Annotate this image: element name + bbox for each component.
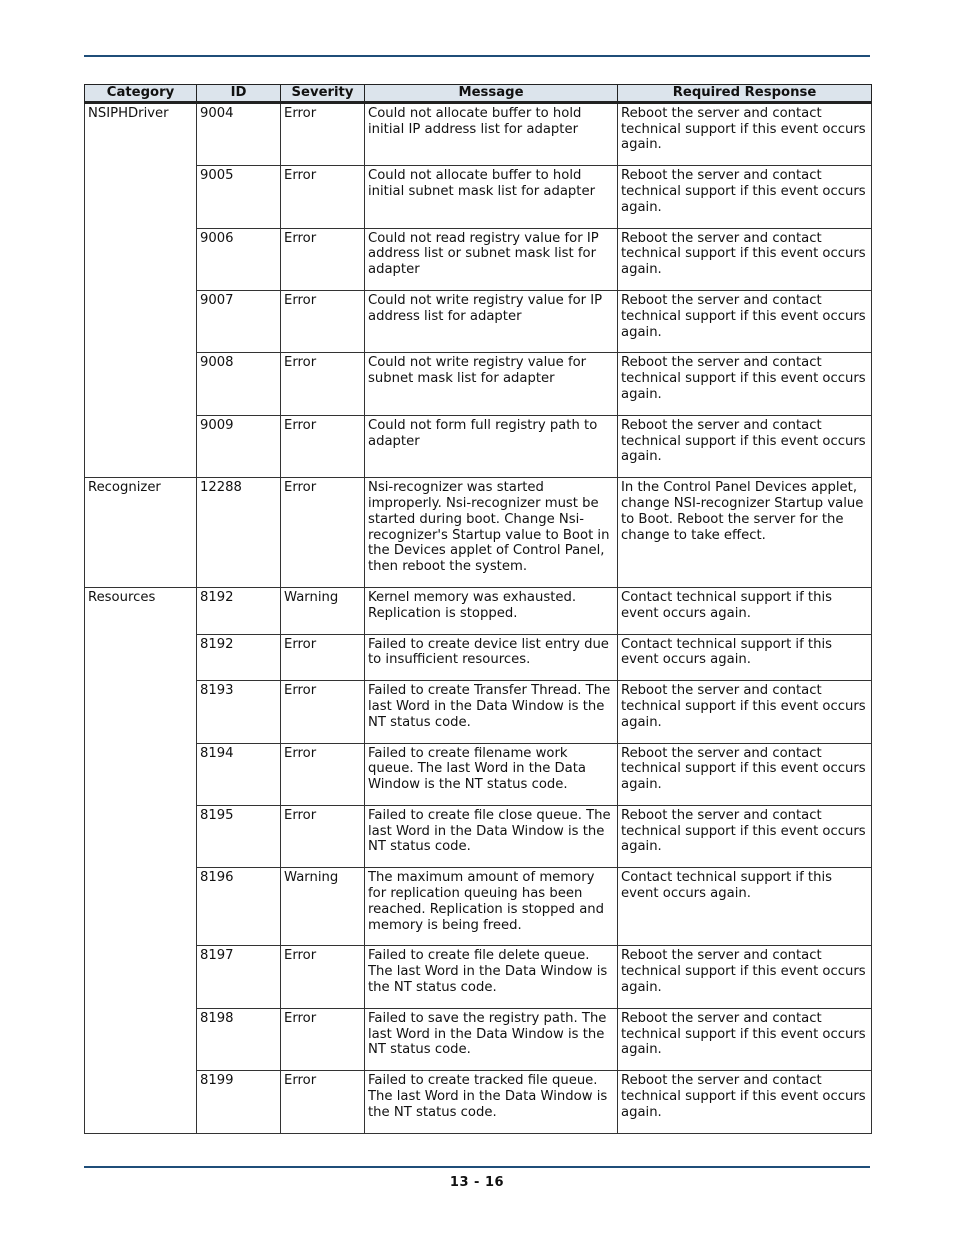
message-cell: Failed to create tracked file queue. The last Word in the Data Window is the NT status code. bbox=[365, 1071, 618, 1133]
category-cell bbox=[85, 805, 197, 867]
category-cell: Recognizer bbox=[85, 478, 197, 588]
table-row bbox=[85, 102, 872, 165]
id-cell: 8192 bbox=[197, 587, 281, 634]
footer-rule bbox=[84, 1166, 870, 1168]
table-row bbox=[85, 868, 872, 946]
severity-cell: Error bbox=[281, 743, 365, 805]
table-row bbox=[85, 587, 872, 634]
category-cell bbox=[85, 415, 197, 477]
id-cell: 8196 bbox=[197, 868, 281, 946]
severity-cell: Warning bbox=[281, 587, 365, 634]
category-cell bbox=[85, 1008, 197, 1070]
table-row bbox=[85, 1008, 872, 1070]
response-cell: Reboot the server and contact technical support if this event occurs again. bbox=[618, 1071, 872, 1133]
message-cell: Could not allocate buffer to hold initial subnet mask list for adapter bbox=[365, 166, 618, 228]
table-row bbox=[85, 681, 872, 743]
header-rule bbox=[84, 55, 870, 57]
response-cell: Reboot the server and contact technical support if this event occurs again. bbox=[618, 681, 872, 743]
response-cell: Reboot the server and contact technical support if this event occurs again. bbox=[618, 805, 872, 867]
category-cell bbox=[85, 353, 197, 415]
id-cell: 8199 bbox=[197, 1071, 281, 1133]
message-cell: Could not form full registry path to adapter bbox=[365, 415, 618, 477]
column-header-id: ID bbox=[197, 85, 281, 103]
table-row bbox=[85, 353, 872, 415]
severity-cell: Error bbox=[281, 228, 365, 290]
id-cell: 8193 bbox=[197, 681, 281, 743]
category-cell bbox=[85, 743, 197, 805]
response-cell: Reboot the server and contact technical support if this event occurs again. bbox=[618, 166, 872, 228]
table-row bbox=[85, 415, 872, 477]
response-cell: Reboot the server and contact technical support if this event occurs again. bbox=[618, 743, 872, 805]
response-cell: Reboot the server and contact technical support if this event occurs again. bbox=[618, 290, 872, 352]
severity-cell: Error bbox=[281, 415, 365, 477]
category-cell bbox=[85, 946, 197, 1008]
message-cell: Failed to create device list entry due to insufficient resources. bbox=[365, 634, 618, 681]
severity-cell: Error bbox=[281, 1008, 365, 1070]
category-cell bbox=[85, 1071, 197, 1133]
id-cell: 8194 bbox=[197, 743, 281, 805]
severity-cell: Error bbox=[281, 946, 365, 1008]
severity-cell: Error bbox=[281, 805, 365, 867]
id-cell: 8198 bbox=[197, 1008, 281, 1070]
category-cell bbox=[85, 681, 197, 743]
table-row bbox=[85, 290, 872, 352]
severity-cell: Error bbox=[281, 290, 365, 352]
table-row bbox=[85, 946, 872, 1008]
id-cell: 9006 bbox=[197, 228, 281, 290]
table-row bbox=[85, 228, 872, 290]
severity-cell: Error bbox=[281, 1071, 365, 1133]
severity-cell: Error bbox=[281, 102, 365, 165]
message-cell: Could not write registry value for subnet mask list for adapter bbox=[365, 353, 618, 415]
table-row bbox=[85, 805, 872, 867]
message-cell: Could not write registry value for IP address list for adapter bbox=[365, 290, 618, 352]
table-row bbox=[85, 478, 872, 588]
response-cell: Reboot the server and contact technical support if this event occurs again. bbox=[618, 946, 872, 1008]
id-cell: 8197 bbox=[197, 946, 281, 1008]
category-cell bbox=[85, 290, 197, 352]
severity-cell: Error bbox=[281, 353, 365, 415]
id-cell: 9004 bbox=[197, 102, 281, 165]
message-cell: Failed to create Transfer Thread. The last Word in the Data Window is the NT status code. bbox=[365, 681, 618, 743]
message-cell: Failed to create file close queue. The last Word in the Data Window is the NT status code. bbox=[365, 805, 618, 867]
table-row bbox=[85, 166, 872, 228]
response-cell: Reboot the server and contact technical support if this event occurs again. bbox=[618, 228, 872, 290]
response-cell: Reboot the server and contact technical support if this event occurs again. bbox=[618, 353, 872, 415]
page-number: 13 - 16 bbox=[449, 1175, 505, 1190]
severity-cell: Warning bbox=[281, 868, 365, 946]
response-cell: Contact technical support if this event occurs again. bbox=[618, 868, 872, 946]
severity-cell: Error bbox=[281, 634, 365, 681]
id-cell: 9008 bbox=[197, 353, 281, 415]
response-cell: Reboot the server and contact technical support if this event occurs again. bbox=[618, 415, 872, 477]
table-row bbox=[85, 743, 872, 805]
message-cell: Failed to create filename work queue. The last Word in the Data Window is the NT status code. bbox=[365, 743, 618, 805]
category-cell bbox=[85, 228, 197, 290]
table-row bbox=[85, 634, 872, 681]
id-cell: 9009 bbox=[197, 415, 281, 477]
message-cell: Could not read registry value for IP address list or subnet mask list for adapter bbox=[365, 228, 618, 290]
message-cell: Failed to save the registry path. The last Word in the Data Window is the NT status code. bbox=[365, 1008, 618, 1070]
response-cell: Contact technical support if this event occurs again. bbox=[618, 634, 872, 681]
category-cell bbox=[85, 634, 197, 681]
severity-cell: Error bbox=[281, 478, 365, 588]
category-cell bbox=[85, 868, 197, 946]
id-cell: 12288 bbox=[197, 478, 281, 588]
id-cell: 8192 bbox=[197, 634, 281, 681]
message-cell: Kernel memory was exhausted. Replication is stopped. bbox=[365, 587, 618, 634]
message-cell: Could not allocate buffer to hold initial IP address list for adapter bbox=[365, 102, 618, 165]
severity-cell: Error bbox=[281, 166, 365, 228]
response-cell: In the Control Panel Devices applet, change NSI-recognizer Startup value to Boot. Reboot the server for the change to take effect. bbox=[618, 478, 872, 588]
table-row bbox=[85, 1071, 872, 1133]
message-cell: Nsi-recognizer was started improperly. Nsi-recognizer must be started during boot. Change Nsi-recognizer's Startup value to Boot in the Devices applet of Control Panel, then reboot the system. bbox=[365, 478, 618, 588]
severity-cell: Error bbox=[281, 681, 365, 743]
id-cell: 9005 bbox=[197, 166, 281, 228]
column-header-severity: Severity bbox=[281, 85, 365, 103]
response-cell: Reboot the server and contact technical support if this event occurs again. bbox=[618, 1008, 872, 1070]
response-cell: Contact technical support if this event occurs again. bbox=[618, 587, 872, 634]
category-cell: NSIPHDriver bbox=[85, 102, 197, 165]
message-cell: The maximum amount of memory for replication queuing has been reached. Replication is stopped and memory is being freed. bbox=[365, 868, 618, 946]
column-header-category: Category bbox=[85, 85, 197, 103]
id-cell: 8195 bbox=[197, 805, 281, 867]
message-cell: Failed to create file delete queue. The last Word in the Data Window is the NT status code. bbox=[365, 946, 618, 1008]
table-header-row bbox=[85, 85, 872, 103]
column-header-message: Message bbox=[365, 85, 618, 103]
category-cell: Resources bbox=[85, 587, 197, 634]
column-header-response: Required Response bbox=[618, 85, 872, 103]
category-cell bbox=[85, 166, 197, 228]
id-cell: 9007 bbox=[197, 290, 281, 352]
event-table bbox=[84, 84, 872, 1134]
response-cell: Reboot the server and contact technical support if this event occurs again. bbox=[618, 102, 872, 165]
